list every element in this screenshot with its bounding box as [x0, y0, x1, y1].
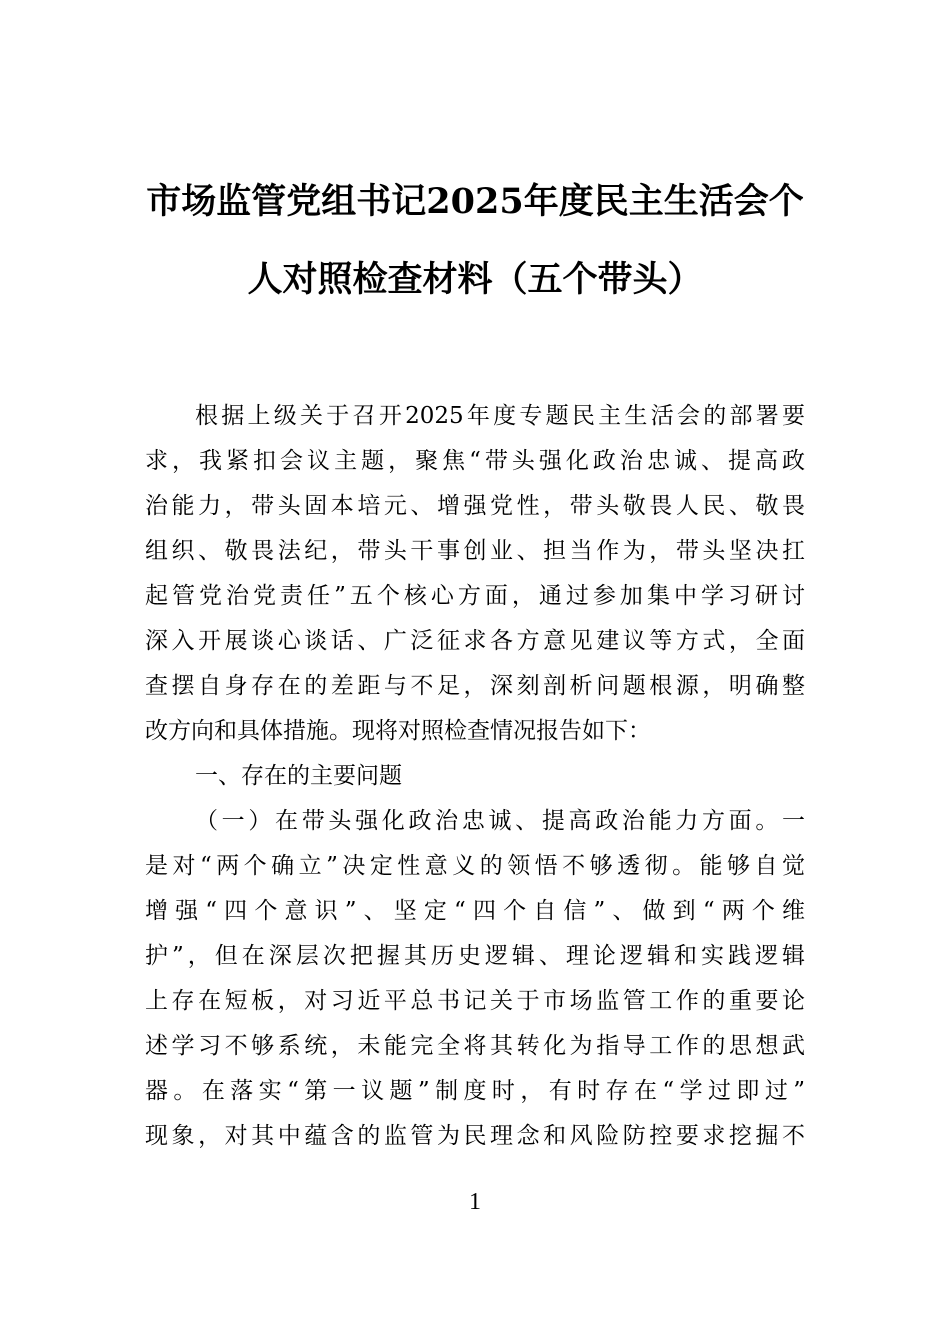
- intro-paragraph-line: 查摆自身存在的差距与不足，深刻剖析问题根源，明确整: [145, 673, 805, 699]
- subsection-paragraph-line: 述学习不够系统，未能完全将其转化为指导工作的思想武: [145, 1033, 805, 1059]
- subsection-paragraph-line: 现象，对其中蕴含的监管为民理念和风险防控要求挖掘不: [145, 1123, 805, 1149]
- subsection-paragraph-line: （一）在带头强化政治忠诚、提高政治能力方面。一: [195, 808, 805, 834]
- intro-paragraph-line: 求，我紧扣会议主题，聚焦“带头强化政治忠诚、提高政: [145, 448, 805, 474]
- document-body: [145, 394, 805, 1159]
- intro-paragraph-line: 改方向和具体措施。现将对照检查情况报告如下：: [145, 718, 651, 744]
- subsection-paragraph-line: 护”，但在深层次把握其历史逻辑、理论逻辑和实践逻辑: [145, 943, 805, 969]
- intro-paragraph-line: 治能力，带头固本培元、增强党性，带头敬畏人民、敬畏: [145, 493, 805, 519]
- document-title: [120, 163, 830, 319]
- subsection-paragraph-line: 是对“两个确立”决定性意义的领悟不够透彻。能够自觉: [145, 853, 805, 879]
- intro-paragraph-line: 起管党治党责任”五个核心方面，通过参加集中学习研讨: [145, 583, 805, 609]
- intro-paragraph-line: 深入开展谈心谈话、广泛征求各方意见建议等方式，全面: [145, 628, 805, 654]
- section-heading: 一、存在的主要问题: [195, 763, 402, 789]
- subsection-paragraph-line: 上存在短板，对习近平总书记关于市场监管工作的重要论: [145, 988, 805, 1014]
- subsection-paragraph-line: 器。在落实“第一议题”制度时，有时存在“学过即过”: [145, 1078, 805, 1104]
- subsection-paragraph-line: 增强“四个意识”、坚定“四个自信”、做到“两个维: [145, 898, 805, 924]
- title-line-1: 市场监管党组书记2025年度民主生活会个: [146, 181, 804, 222]
- title-line-2: 人对照检查材料（五个带头）: [247, 259, 703, 300]
- page-number: 1: [469, 1189, 481, 1215]
- intro-paragraph-line: 根据上级关于召开2025年度专题民主生活会的部署要: [195, 403, 805, 429]
- intro-paragraph-line: 组织、敬畏法纪，带头干事创业、担当作为，带头坚决扛: [145, 538, 805, 564]
